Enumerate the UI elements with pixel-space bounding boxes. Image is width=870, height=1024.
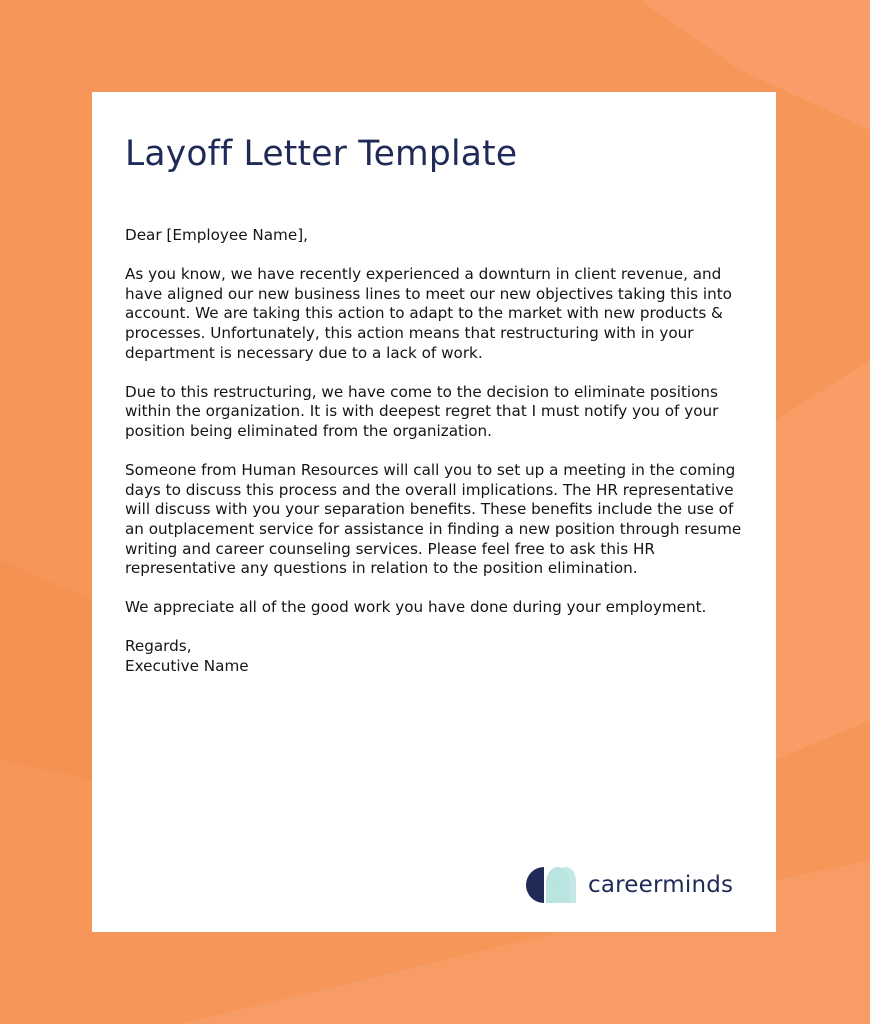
paragraph-intro: As you know, we have recently experienced a downturn in client revenue, and have aligned our new business lines to meet our new objectives taking this into account. We are taking this action to adapt to the market with new products & processes. Unfortunately, this action means that restructuring with in your department is necessary due to a lack of work.	[125, 265, 732, 362]
careerminds-logo	[526, 867, 733, 903]
paragraph-hr-meeting: Someone from Human Resources will call you to set up a meeting in the coming days to discuss this process and the overall implications. The HR representative will discuss with you your separation benefits. These benefits include the use of an outplacement service for assistance in finding a new position through resume writing and career counseling services. Please feel free to ask this HR representative any questions in relation to the position elimination.	[125, 461, 742, 578]
careerminds-logo-icon	[526, 867, 578, 903]
letter-title: Layoff Letter Template	[125, 134, 518, 174]
closing-block	[125, 637, 750, 676]
letter-body	[125, 226, 750, 677]
closing: Regards,	[125, 637, 192, 656]
paragraph-appreciation: We appreciate all of the good work you have done during your employment.	[125, 598, 707, 617]
letter-page	[92, 92, 776, 932]
paragraph-restructuring: Due to this restructuring, we have come to the decision to eliminate positions within the organization. It is with deepest regret that I must notify you of your position being eliminated from the organization.	[125, 382, 719, 440]
salutation: Dear [Employee Name],	[125, 226, 308, 244]
signature: Executive Name	[125, 657, 249, 676]
brand-name: careerminds	[588, 872, 734, 898]
